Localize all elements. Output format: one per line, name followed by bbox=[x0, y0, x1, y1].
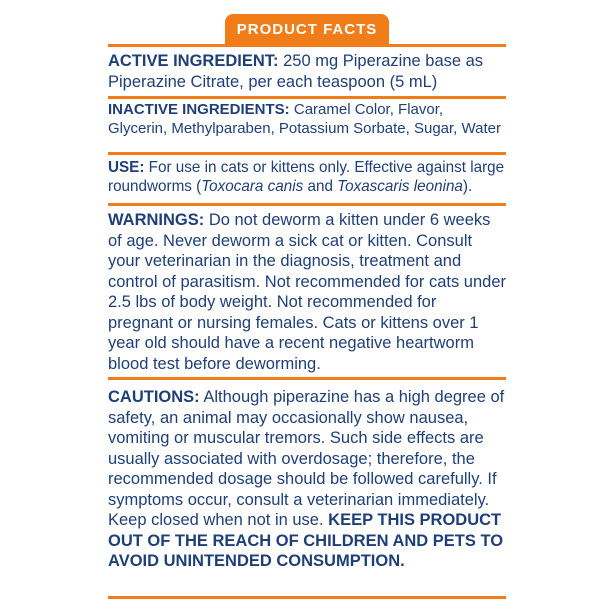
divider-2 bbox=[108, 152, 506, 155]
inactive-ingredients-label: INACTIVE INGREDIENTS: bbox=[108, 101, 290, 118]
active-ingredient-label: ACTIVE INGREDIENT: bbox=[108, 52, 279, 70]
inactive-ingredients-section bbox=[108, 101, 506, 138]
divider-1 bbox=[108, 96, 506, 99]
divider-4 bbox=[108, 377, 506, 380]
warnings-section bbox=[108, 210, 506, 374]
use-text-mid: and bbox=[303, 177, 338, 195]
cautions-section bbox=[108, 387, 506, 572]
product-facts-label bbox=[108, 0, 506, 612]
use-text-end: ). bbox=[462, 177, 473, 195]
cautions-label: CAUTIONS: bbox=[108, 388, 200, 406]
warnings-text: Do not deworm a kitten under 6 weeks of age. Never deworm a sick cat or kitten. Consult your veterinarian in the diagnosis, treatment and control of parasitism. Not recommended for cats under 2.5 lbs of body weight. Not recommended for pregnant or nursing females. Cats or kittens over 1 year old should have a recent negative heartworm blood test before deworming. bbox=[108, 211, 507, 373]
use-text: For use in cats or kittens only. Effective against large roundworms ( bbox=[108, 159, 505, 195]
active-ingredient-text: 250 mg Piperazine base as Piperazine Citrate, per each teaspoon (5 mL) bbox=[108, 52, 484, 91]
use-section bbox=[108, 159, 506, 197]
use-label: USE: bbox=[108, 159, 145, 176]
active-ingredient-section bbox=[108, 51, 506, 92]
product-facts-header: PRODUCT FACTS bbox=[225, 14, 389, 44]
divider-top bbox=[108, 44, 506, 47]
inactive-ingredients-text: Caramel Color, Flavor, Glycerin, Methylparaben, Potassium Sorbate, Sugar, Water bbox=[108, 101, 501, 137]
cautions-emphasis: KEEP THIS PRODUCT OUT OF THE REACH OF CHILDREN AND PETS TO AVOID UNINTENDED CONSUMPTION. bbox=[108, 511, 504, 570]
species-toxocara: Toxocara canis bbox=[201, 177, 304, 195]
divider-3 bbox=[108, 203, 506, 206]
cautions-text: Although piperazine has a high degree of safety, an animal may occasionally show nausea, vomiting or muscular tremors. Such side effects are usually associated with overdosage; therefore, the recommended dosage should be followed carefully. If symptoms occur, consult a veterinarian immediately. Keep closed when not in use. bbox=[108, 388, 505, 529]
divider-bottom bbox=[108, 596, 506, 599]
species-toxascaris: Toxascaris leonina bbox=[337, 177, 463, 195]
warnings-label: WARNINGS: bbox=[108, 211, 205, 229]
